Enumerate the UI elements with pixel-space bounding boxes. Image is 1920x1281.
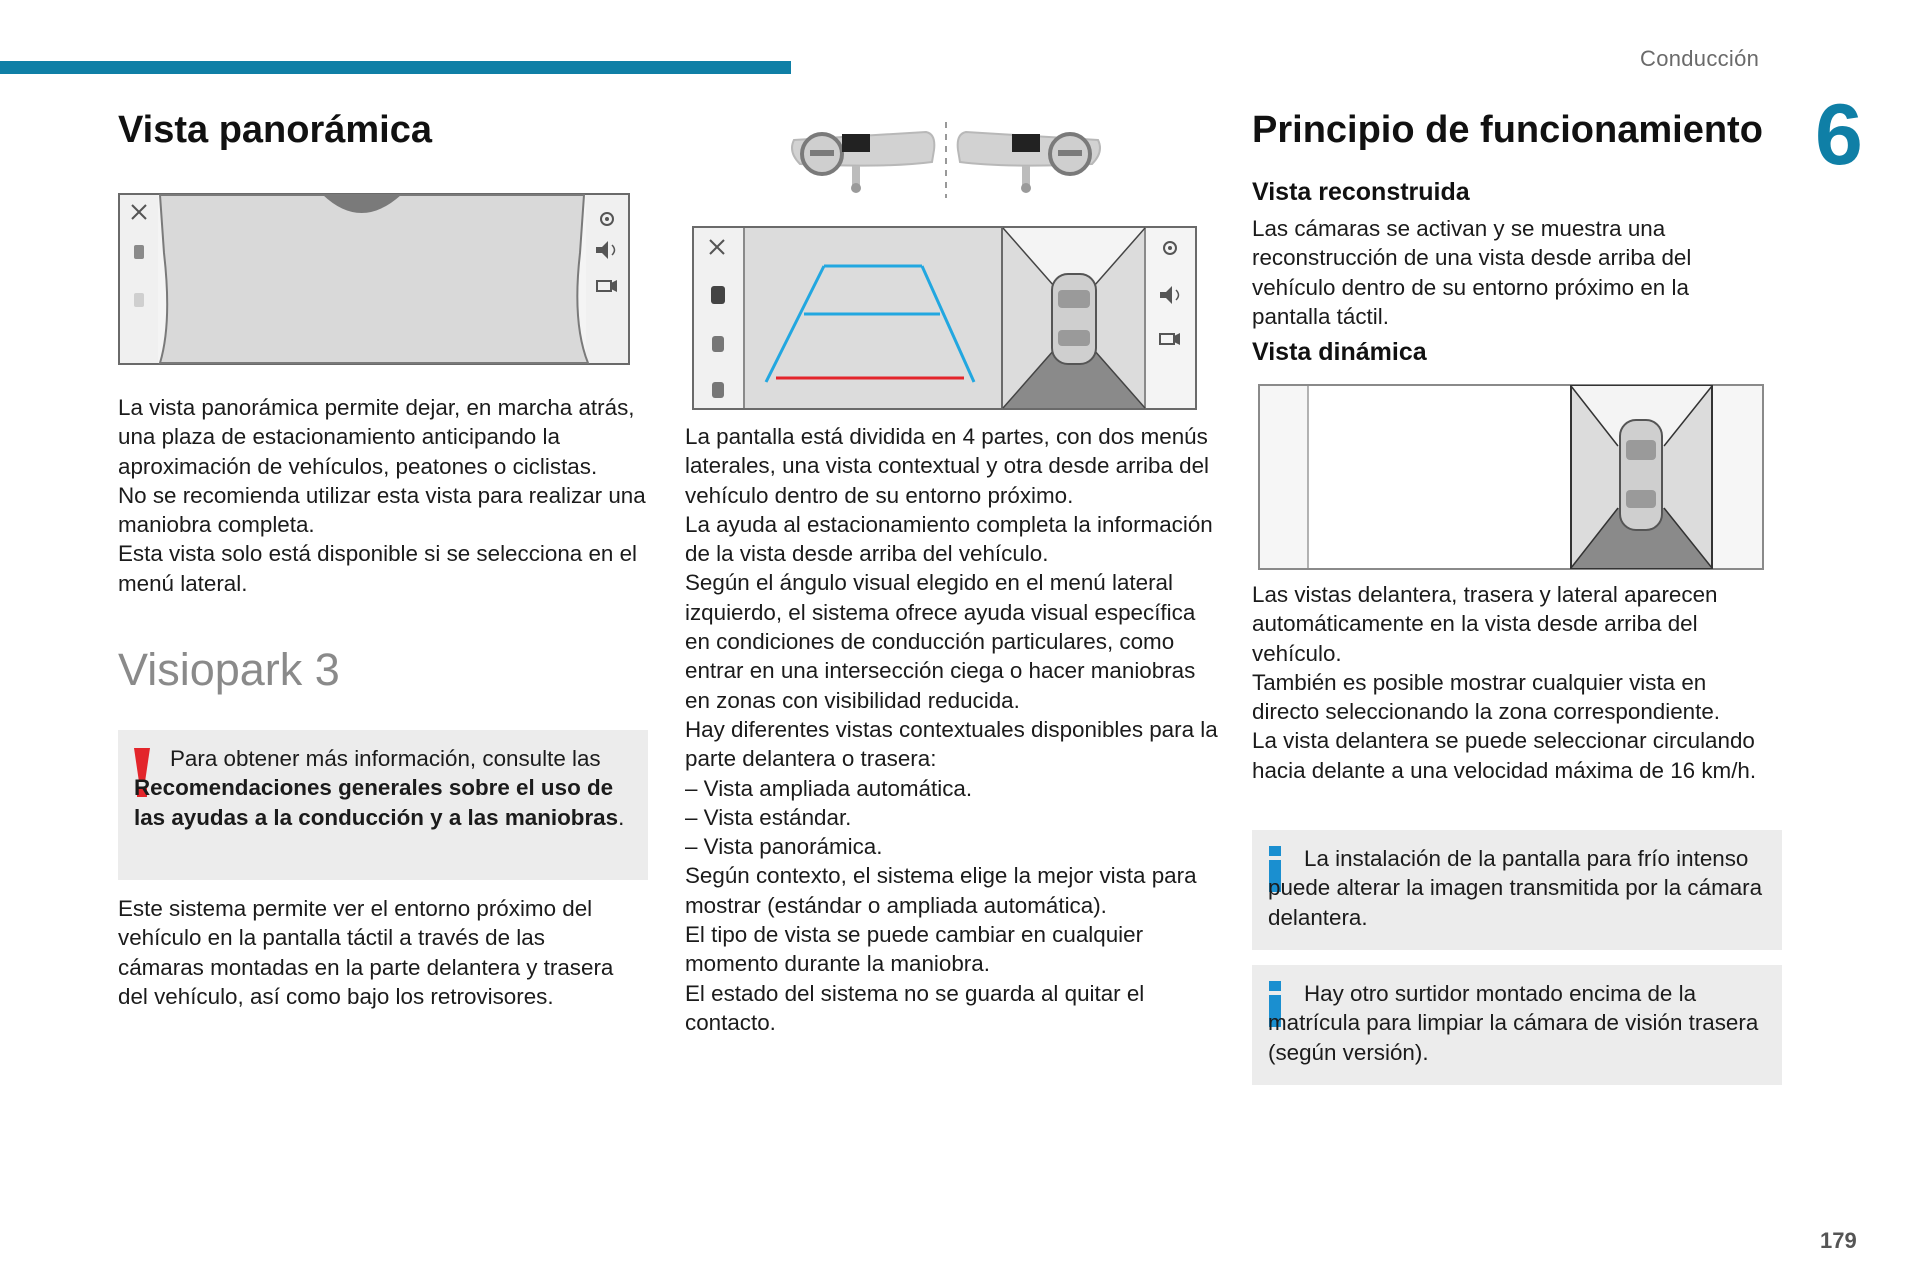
- dynamic-view-text: [1252, 580, 1772, 785]
- paragraph: Esta vista solo está disponible si se selecciona en el menú lateral.: [118, 541, 638, 596]
- section-title: Conducción: [1640, 46, 1760, 71]
- paragraph: No se recomienda utilizar esta vista para realizar una maniobra completa.: [118, 482, 646, 538]
- panoramic-text: [118, 393, 658, 598]
- dynamic-view-illustration: [1258, 384, 1764, 570]
- paragraph: Las cámaras se activan y se muestra una reconstrucción de una vista desde arriba del vehículo dentro de su entorno próximo en la pantalla táctil.: [1252, 216, 1692, 329]
- info-text: La instalación de la pantalla para frío intenso puede alterar la imagen transmitida por la cámara delantera.: [1268, 846, 1763, 930]
- page-number: 179: [1820, 1228, 1857, 1253]
- paragraph: Según el ángulo visual elegido en el menú lateral izquierdo, el sistema ofrece ayuda visual específica en condiciones de conducción particulares, como entrar en una intersección ciega o hacer maniobras en zonas con visibilidad reducida.: [685, 570, 1196, 713]
- chapter-number: 6: [1815, 87, 1863, 183]
- warning-text-start: Para obtener más información, consulte las: [170, 746, 601, 771]
- warning-note: [118, 730, 648, 880]
- warning-link-text: Recomendaciones generales sobre el uso de las ayudas a la conducción y a las maniobras: [134, 775, 619, 830]
- top-view-icon[interactable]: [134, 293, 144, 307]
- paragraph: También es posible mostrar cualquier vista en directo seleccionando la zona correspondiente.: [1252, 669, 1721, 725]
- heading-visiopark-3: Visiopark 3: [118, 644, 340, 695]
- right-mirror-camera-icon: [958, 132, 1100, 193]
- list-item: – Vista ampliada automática.: [685, 775, 973, 801]
- paragraph: El estado del sistema no se guarda al quitar el contacto.: [685, 980, 1145, 1035]
- top-view-car-icon: [1571, 386, 1712, 568]
- subheading-vista-dinamica: Vista dinámica: [1252, 338, 1427, 366]
- front-view-icon[interactable]: [711, 286, 725, 304]
- paragraph: La vista panorámica permite dejar, en marcha atrás, una plaza de estacionamiento anticipando la aproximación de vehículos, peatones o ciclistas.: [118, 395, 635, 479]
- paragraph: Las vistas delantera, trasera y lateral aparecen automáticamente en la vista desde arriba del vehículo.: [1252, 582, 1718, 666]
- paragraph: La vista delantera se puede seleccionar circulando hacia delante a una velocidad máxima de 16 km/h.: [1252, 728, 1757, 783]
- camera-view-icon[interactable]: [134, 245, 144, 259]
- split-screen-illustration: [692, 226, 1197, 410]
- paragraph: Este sistema permite ver el entorno próximo del vehículo en la pantalla táctil a través de las cámaras montadas en la parte delantera y trasera del vehículo, así como bajo los retrovisores.: [118, 896, 614, 1009]
- mirror-cameras-illustration: [786, 120, 1106, 200]
- paragraph: Hay diferentes vistas contextuales disponibles para la parte delantera o trasera:: [685, 716, 1218, 772]
- heading-vista-panoramica: Vista panorámica: [118, 109, 433, 151]
- header-accent-bar: [0, 61, 791, 74]
- warning-text: [134, 744, 634, 832]
- split-screen-text: [685, 422, 1225, 1037]
- list-item: – Vista panorámica.: [685, 834, 883, 860]
- paragraph: La ayuda al estacionamiento completa la información de la vista desde arriba del vehículo.: [685, 511, 1213, 567]
- paragraph: Según contexto, el sistema elige la mejor vista para mostrar (estándar o ampliada automática).: [685, 863, 1197, 918]
- paragraph: El tipo de vista se puede cambiar en cualquier momento durante la maniobra.: [685, 922, 1144, 977]
- left-mirror-camera-icon: [792, 132, 934, 193]
- info-note-cold-screen: [1252, 830, 1782, 950]
- warning-text-end: .: [618, 804, 625, 830]
- paragraph: La pantalla está dividida en 4 partes, con dos menús laterales, una vista contextual y otra desde arriba del vehículo dentro de su entorno próximo.: [685, 424, 1209, 508]
- list-item: – Vista estándar.: [685, 804, 852, 830]
- subheading-vista-reconstruida: Vista reconstruida: [1252, 178, 1470, 206]
- info-note-washer: [1252, 965, 1782, 1085]
- info-text: Hay otro surtidor montado encima de la matrícula para limpiar la cámara de visión trasera (según versión).: [1268, 981, 1759, 1065]
- rear-view-icon[interactable]: [712, 336, 724, 352]
- side-view-icon[interactable]: [712, 382, 724, 398]
- panoramic-view-illustration: [118, 193, 630, 365]
- heading-principio-funcionamiento: Principio de funcionamiento: [1252, 109, 1763, 151]
